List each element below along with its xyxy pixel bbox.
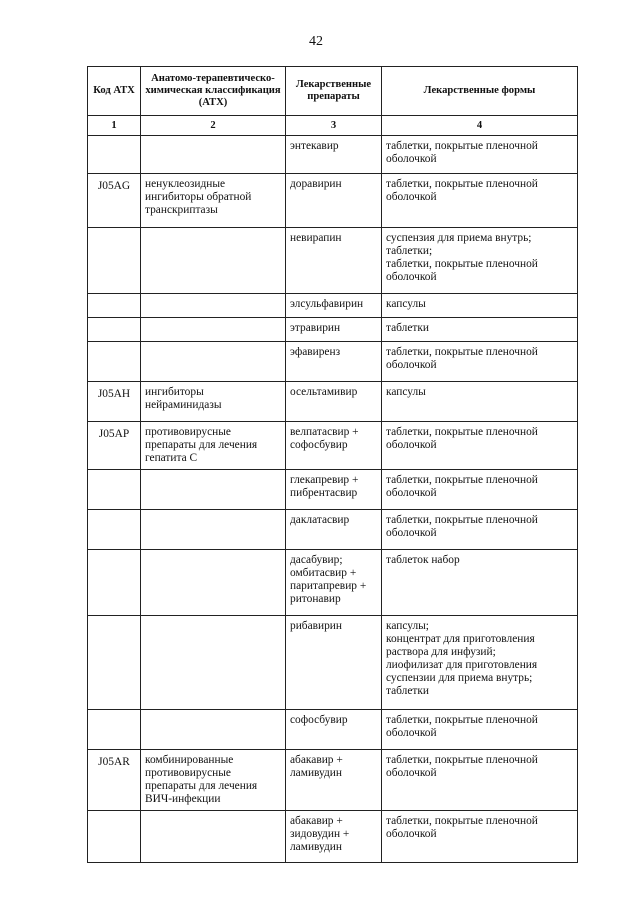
dosage-forms-cell: таблетки, покрытые пленочной оболочкой bbox=[382, 136, 578, 174]
dosage-forms-cell: таблетки, покрытые пленочной оболочкой bbox=[382, 510, 578, 550]
column-number-row bbox=[88, 116, 578, 136]
table-row bbox=[88, 510, 578, 550]
atc-class-cell bbox=[141, 318, 286, 342]
atc-code-cell bbox=[88, 710, 141, 750]
atc-code-cell bbox=[88, 228, 141, 294]
table-row bbox=[88, 228, 578, 294]
drug-name-cell: доравирин bbox=[286, 174, 382, 228]
drug-name-cell: абакавир + ламивудин bbox=[286, 750, 382, 811]
atc-code-cell bbox=[88, 510, 141, 550]
table-row bbox=[88, 750, 578, 811]
drug-name-cell: этравирин bbox=[286, 318, 382, 342]
dosage-forms-cell: капсулы bbox=[382, 382, 578, 422]
atc-class-cell bbox=[141, 811, 286, 863]
drug-name-cell: дасабувир; омбитасвир + паритапревир + ритонавир bbox=[286, 550, 382, 616]
atc-code-cell bbox=[88, 550, 141, 616]
atc-class-cell: ингибиторы нейраминидазы bbox=[141, 382, 286, 422]
drug-name-cell: энтекавир bbox=[286, 136, 382, 174]
table-row bbox=[88, 710, 578, 750]
dosage-forms-cell: капсулы; концентрат для приготовления раствора для инфузий; лиофилизат для приготовления суспензии для приема внутрь; таблетки bbox=[382, 616, 578, 710]
atc-class-cell: противовирусные препараты для лечения гепатита С bbox=[141, 422, 286, 470]
drug-name-cell: осельтамивир bbox=[286, 382, 382, 422]
atc-class-cell bbox=[141, 510, 286, 550]
atc-code-cell bbox=[88, 470, 141, 510]
drug-name-cell: эфавиренз bbox=[286, 342, 382, 382]
atc-code-cell: J05AR bbox=[88, 750, 141, 811]
dosage-forms-cell: таблетки, покрытые пленочной оболочкой bbox=[382, 422, 578, 470]
header-atc-code: Код АТХ bbox=[88, 67, 141, 116]
atc-class-cell bbox=[141, 616, 286, 710]
dosage-forms-cell: таблетки bbox=[382, 318, 578, 342]
drug-name-cell: элсульфавирин bbox=[286, 294, 382, 318]
dosage-forms-cell: таблетки, покрытые пленочной оболочкой bbox=[382, 811, 578, 863]
dosage-forms-cell: суспензия для приема внутрь; таблетки; таблетки, покрытые пленочной оболочкой bbox=[382, 228, 578, 294]
page-number: 42 bbox=[309, 34, 323, 49]
drug-name-cell: велпатасвир + софосбувир bbox=[286, 422, 382, 470]
atc-code-cell: J05AH bbox=[88, 382, 141, 422]
table-row bbox=[88, 136, 578, 174]
atc-code-cell bbox=[88, 294, 141, 318]
atc-class-cell bbox=[141, 294, 286, 318]
column-number: 1 bbox=[88, 116, 141, 136]
header-atc-classification: Анатомо-терапевтическо-химическая классификация (АТХ) bbox=[141, 67, 286, 116]
atc-code-cell: J05AP bbox=[88, 422, 141, 470]
atc-class-cell bbox=[141, 710, 286, 750]
table-row bbox=[88, 616, 578, 710]
atc-class-cell bbox=[141, 470, 286, 510]
column-number: 2 bbox=[141, 116, 286, 136]
drug-name-cell: глекапревир + пибрентасвир bbox=[286, 470, 382, 510]
header-drugs: Лекарственные препараты bbox=[286, 67, 382, 116]
atc-class-cell bbox=[141, 550, 286, 616]
column-number: 4 bbox=[382, 116, 578, 136]
table-row bbox=[88, 318, 578, 342]
dosage-forms-cell: таблетки, покрытые пленочной оболочкой bbox=[382, 174, 578, 228]
dosage-forms-cell: таблеток набор bbox=[382, 550, 578, 616]
header-dosage-forms: Лекарственные формы bbox=[382, 67, 578, 116]
column-number: 3 bbox=[286, 116, 382, 136]
atc-class-cell: комбинированные противовирусные препараты для лечения ВИЧ-инфекции bbox=[141, 750, 286, 811]
dosage-forms-cell: капсулы bbox=[382, 294, 578, 318]
drug-name-cell: софосбувир bbox=[286, 710, 382, 750]
atc-class-cell: ненуклеозидные ингибиторы обратной транскриптазы bbox=[141, 174, 286, 228]
table-row bbox=[88, 382, 578, 422]
dosage-forms-cell: таблетки, покрытые пленочной оболочкой bbox=[382, 710, 578, 750]
atc-drug-table bbox=[87, 66, 578, 863]
drug-name-cell: даклатасвир bbox=[286, 510, 382, 550]
drug-name-cell: рибавирин bbox=[286, 616, 382, 710]
table-row bbox=[88, 470, 578, 510]
atc-class-cell bbox=[141, 342, 286, 382]
atc-code-cell: J05AG bbox=[88, 174, 141, 228]
table-row bbox=[88, 294, 578, 318]
drug-name-cell: невирапин bbox=[286, 228, 382, 294]
table-row bbox=[88, 342, 578, 382]
atc-class-cell bbox=[141, 228, 286, 294]
atc-code-cell bbox=[88, 616, 141, 710]
table-row bbox=[88, 422, 578, 470]
atc-code-cell bbox=[88, 342, 141, 382]
dosage-forms-cell: таблетки, покрытые пленочной оболочкой bbox=[382, 750, 578, 811]
dosage-forms-cell: таблетки, покрытые пленочной оболочкой bbox=[382, 342, 578, 382]
atc-class-cell bbox=[141, 136, 286, 174]
table-row bbox=[88, 811, 578, 863]
table-row bbox=[88, 174, 578, 228]
dosage-forms-cell: таблетки, покрытые пленочной оболочкой bbox=[382, 470, 578, 510]
atc-code-cell bbox=[88, 136, 141, 174]
table-row bbox=[88, 550, 578, 616]
atc-code-cell bbox=[88, 318, 141, 342]
table-header-row bbox=[88, 67, 578, 116]
atc-code-cell bbox=[88, 811, 141, 863]
drug-name-cell: абакавир + зидовудин + ламивудин bbox=[286, 811, 382, 863]
